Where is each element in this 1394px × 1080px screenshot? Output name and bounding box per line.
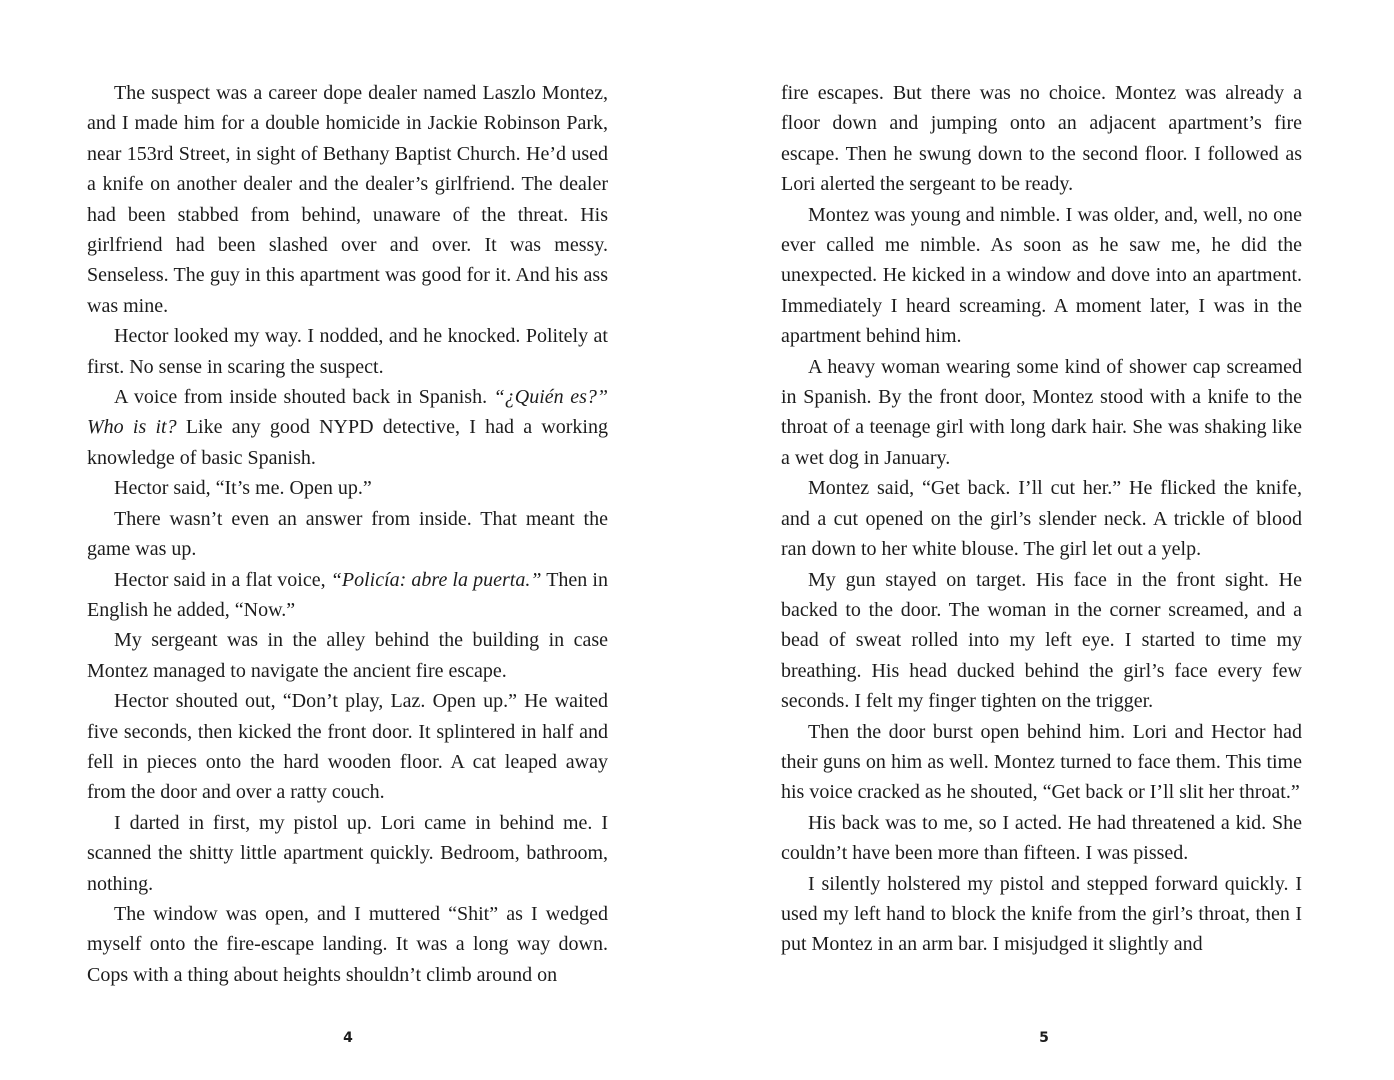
paragraph-text: Hector said in a flat voice, (114, 568, 331, 591)
paragraph: A heavy woman wearing some kind of shower cap screamed in Spanish. By the front door, Montez stood with a knife to the throat of a teenage girl with long dark hair. She was shaking like a wet dog in January. (781, 355, 1302, 469)
paragraph: I darted in first, my pistol up. Lori came in behind me. I scanned the shitty little apartment quickly. Bedroom, bathroom, nothing. (87, 811, 608, 895)
paragraph: His back was to me, so I acted. He had threatened a kid. She couldn’t have been more than fifteen. I was pissed. (781, 811, 1302, 865)
paragraph (87, 565, 608, 626)
paragraph (87, 382, 608, 473)
paragraph-text: A voice from inside shouted back in Spanish. (114, 386, 494, 409)
paragraph: Montez said, “Get back. I’ll cut her.” He flicked the knife, and a cut opened on the girl’s slender neck. A trickle of blood ran down to her white blouse. The girl let out a yelp. (781, 477, 1302, 561)
paragraph-continued: fire escapes. But there was no choice. Montez was already a floor down and jumping onto an adjacent apartment’s fire escape. Then he swung down to the second floor. I followed as Lori alerted the sergeant to be ready. (781, 82, 1302, 196)
paragraph: My gun stayed on target. His face in the front sight. He backed to the door. The woman in the corner screamed, and a bead of sweat rolled into my left eye. I started to time my breathing. His head ducked behind the girl’s face every few seconds. I felt my finger tighten on the trigger. (781, 568, 1302, 713)
page-number: 5 (1039, 1030, 1049, 1046)
paragraph: Hector shouted out, “Don’t play, Laz. Open up.” He waited five seconds, then kicked the front door. It splintered in half and fell in pieces onto the hard wooden floor. A cat leaped away from the door and over a ratty couch. (87, 690, 608, 804)
left-page-text (87, 78, 608, 990)
paragraph: There wasn’t even an answer from inside. That meant the game was up. (87, 507, 608, 561)
paragraph: My sergeant was in the alley behind the building in case Montez managed to navigate the ancient fire escape. (87, 629, 608, 682)
paragraph: Then the door burst open behind him. Lori and Hector had their guns on him as well. Montez turned to face them. This time his voice cracked as he shouted, “Get back or I’ll slit her throat.” (781, 720, 1302, 804)
italic-spanish-quote: “¿Quién es?” Who is it? (87, 386, 608, 439)
paragraph-text: Then in English he added, “Now.” (87, 568, 608, 621)
paragraph: I silently holstered my pistol and stepped forward quickly. I used my left hand to block the knife from the girl’s throat, then I put Montez in an arm bar. I misjudged it slightly and (781, 872, 1302, 956)
italic-spanish-quote: “Policía: abre la puerta.” (330, 568, 542, 591)
paragraph: Montez was young and nimble. I was older, and, well, no one ever called me nimble. As soon as he saw me, he did the unexpected. He kicked in a window and dove into an apartment. Immediately I heard screaming. A moment later, I was in the apartment behind him. (781, 203, 1302, 348)
page-number: 4 (343, 1030, 353, 1046)
right-page-text (781, 78, 1302, 960)
paragraph: The window was open, and I muttered “Shit” as I wedged myself onto the fire-escape landing. It was a long way down. Cops with a thing about heights shouldn’t climb around on (87, 902, 608, 986)
right-page (697, 0, 1394, 1080)
paragraph: The suspect was a career dope dealer named Laszlo Montez, and I made him for a double homicide in Jackie Robinson Park, near 153rd Street, in sight of Bethany Baptist Church. He’d used a knife on another dealer and the dealer’s girlfriend. The dealer had been stabbed from behind, unaware of the threat. His girlfriend had been slashed over and over. It was messy. Senseless. The guy in this apartment was good for it. And his ass was mine. (87, 82, 608, 317)
paragraph-text: Like any good NYPD detective, I had a working knowledge of basic Spanish. (87, 416, 608, 469)
paragraph: Hector looked my way. I nodded, and he knocked. Politely at first. No sense in scaring the suspect. (87, 325, 608, 378)
paragraph: Hector said, “It’s me. Open up.” (114, 477, 372, 500)
